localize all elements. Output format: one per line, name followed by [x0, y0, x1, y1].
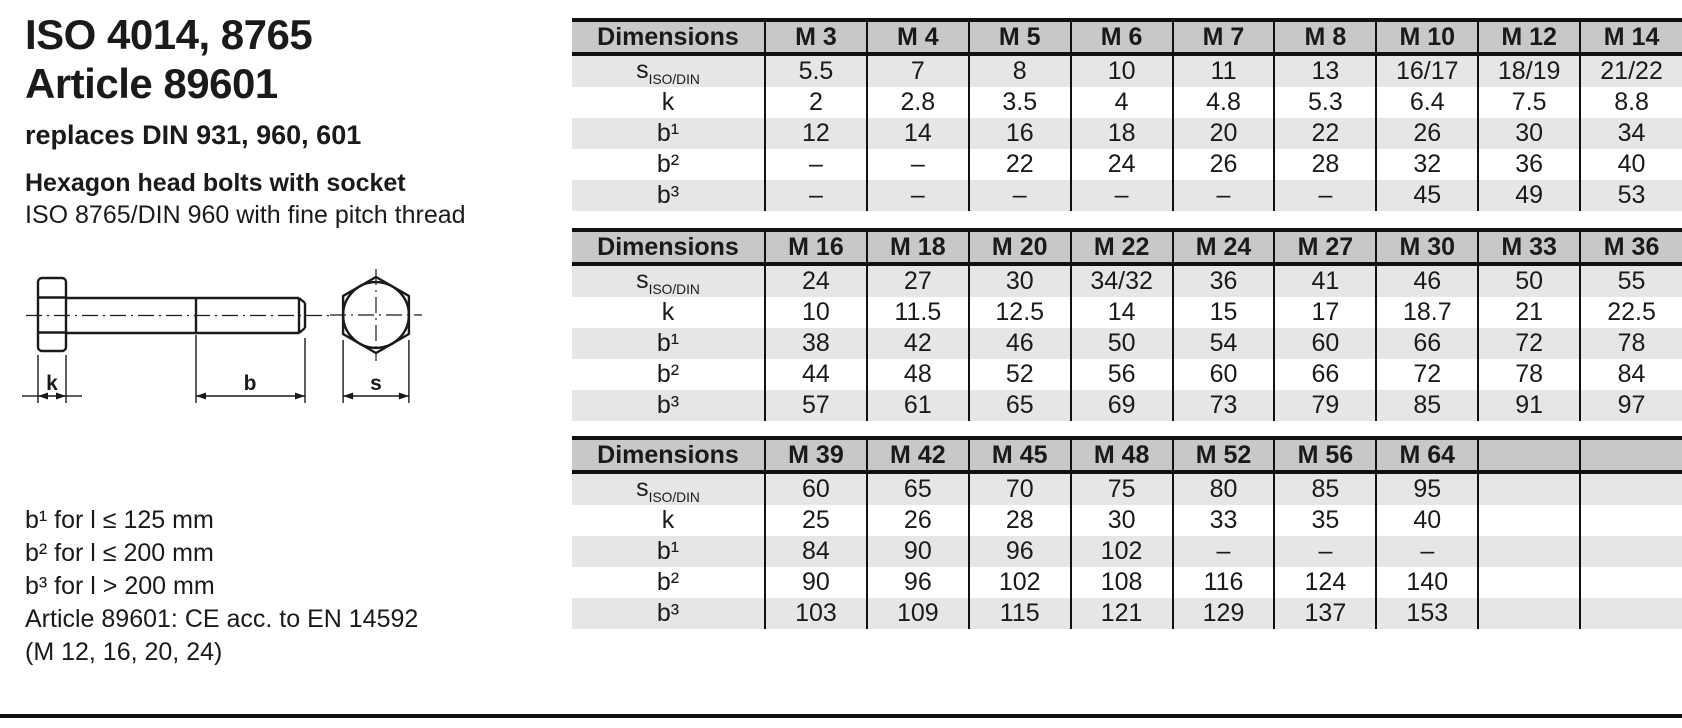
row-label: $s_{ISO/DIN}$: [636, 474, 700, 505]
value-cell: 50: [1071, 328, 1173, 359]
value-cell: 85: [1376, 390, 1478, 421]
col-header-m16: M 16: [765, 230, 867, 264]
value-cell: 8: [969, 54, 1071, 87]
value-cell: –: [1071, 180, 1173, 211]
value-cell: –: [969, 180, 1071, 211]
value-cell: 16/17: [1376, 54, 1478, 87]
col-header-dimensions: Dimensions: [572, 438, 765, 472]
value-cell: 44: [765, 359, 867, 390]
col-header-m12: M 12: [1478, 20, 1580, 54]
value-cell: 10: [1071, 54, 1173, 87]
footnote-b3: b³ for l > 200 mm: [25, 572, 215, 600]
row-label: b²: [656, 150, 680, 178]
value-cell: 140: [1376, 567, 1478, 598]
value-cell: 84: [765, 536, 867, 567]
title-line-1: ISO 4014, 8765: [25, 11, 313, 58]
value-cell: 60: [1173, 359, 1275, 390]
value-cell: 17: [1274, 297, 1376, 328]
value-cell: 121: [1071, 598, 1173, 629]
table-row: [572, 118, 1682, 149]
product-subtitle: ISO 8765/DIN 960 with fine pitch thread: [25, 201, 466, 229]
col-header-m52: M 52: [1173, 438, 1275, 472]
value-cell: 72: [1376, 359, 1478, 390]
value-cell: 115: [969, 598, 1071, 629]
value-cell: [1580, 598, 1682, 629]
value-cell: –: [867, 149, 969, 180]
col-header-m14: M 14: [1580, 20, 1682, 54]
value-cell: 11.5: [867, 297, 969, 328]
value-cell: 5.3: [1274, 87, 1376, 118]
col-header-m56: M 56: [1274, 438, 1376, 472]
col-header-m6: M 6: [1071, 20, 1173, 54]
value-cell: 103: [765, 598, 867, 629]
value-cell: 7.5: [1478, 87, 1580, 118]
table-row: [572, 536, 1682, 567]
value-cell: 34/32: [1071, 264, 1173, 297]
value-cell: 53: [1580, 180, 1682, 211]
value-cell: 153: [1376, 598, 1478, 629]
table-row: [572, 328, 1682, 359]
value-cell: 116: [1173, 567, 1275, 598]
value-cell: 41: [1274, 264, 1376, 297]
value-cell: 26: [867, 505, 969, 536]
value-cell: 79: [1274, 390, 1376, 421]
col-header-m27: M 27: [1274, 230, 1376, 264]
value-cell: 10: [765, 297, 867, 328]
value-cell: 102: [1071, 536, 1173, 567]
row-label: k: [661, 88, 675, 116]
col-header-m10: M 10: [1376, 20, 1478, 54]
value-cell: 49: [1478, 180, 1580, 211]
bottom-rule: [0, 714, 1682, 718]
value-cell: 75: [1071, 472, 1173, 505]
table-row: [572, 505, 1682, 536]
col-header-m64: M 64: [1376, 438, 1478, 472]
value-cell: 65: [867, 472, 969, 505]
value-cell: 60: [765, 472, 867, 505]
col-header-m42: M 42: [867, 438, 969, 472]
value-cell: 80: [1173, 472, 1275, 505]
footnotes: [25, 504, 418, 669]
value-cell: [1580, 536, 1682, 567]
value-cell: 137: [1274, 598, 1376, 629]
dim-label-k: k: [46, 372, 58, 395]
table-row: [572, 297, 1682, 328]
value-cell: 96: [867, 567, 969, 598]
dimensions-table-m3-m14: [572, 18, 1682, 211]
value-cell: 90: [765, 567, 867, 598]
value-cell: 56: [1071, 359, 1173, 390]
value-cell: 50: [1478, 264, 1580, 297]
value-cell: 45: [1376, 180, 1478, 211]
value-cell: 46: [969, 328, 1071, 359]
value-cell: 27: [867, 264, 969, 297]
row-label: $s_{ISO/DIN}$: [636, 266, 700, 297]
value-cell: [1580, 505, 1682, 536]
value-cell: 22: [969, 149, 1071, 180]
table-row: [572, 359, 1682, 390]
value-cell: 28: [1274, 149, 1376, 180]
value-cell: 66: [1376, 328, 1478, 359]
value-cell: 38: [765, 328, 867, 359]
value-cell: 24: [765, 264, 867, 297]
value-cell: 4.8: [1173, 87, 1275, 118]
row-label: k: [661, 298, 675, 326]
dim-label-s: s: [370, 372, 382, 395]
value-cell: 26: [1173, 149, 1275, 180]
value-cell: 73: [1173, 390, 1275, 421]
value-cell: 2.8: [867, 87, 969, 118]
table-row: [572, 567, 1682, 598]
value-cell: 30: [1478, 118, 1580, 149]
table-row: [572, 54, 1682, 87]
col-header-m30: M 30: [1376, 230, 1478, 264]
row-label: b¹: [656, 329, 680, 357]
value-cell: 6.4: [1376, 87, 1478, 118]
dimensions-table-m39-m64: [572, 436, 1682, 629]
value-cell: [1478, 536, 1580, 567]
value-cell: –: [867, 180, 969, 211]
value-cell: 108: [1071, 567, 1173, 598]
dim-label-b: b: [243, 372, 257, 395]
row-label: b³: [656, 181, 680, 209]
value-cell: 96: [969, 536, 1071, 567]
value-cell: 72: [1478, 328, 1580, 359]
col-header-m20: M 20: [969, 230, 1071, 264]
value-cell: 21/22: [1580, 54, 1682, 87]
col-header-m8: M 8: [1274, 20, 1376, 54]
value-cell: 8.8: [1580, 87, 1682, 118]
value-cell: 15: [1173, 297, 1275, 328]
dimensions-table-m16-m36: [572, 228, 1682, 421]
footnote-b1: b¹ for l ≤ 125 mm: [25, 506, 214, 534]
value-cell: 3.5: [969, 87, 1071, 118]
value-cell: 57: [765, 390, 867, 421]
value-cell: 46: [1376, 264, 1478, 297]
value-cell: 34: [1580, 118, 1682, 149]
col-header-m18: M 18: [867, 230, 969, 264]
value-cell: 14: [867, 118, 969, 149]
value-cell: 124: [1274, 567, 1376, 598]
value-cell: –: [765, 180, 867, 211]
row-label: $s_{ISO/DIN}$: [636, 56, 700, 87]
value-cell: 36: [1173, 264, 1275, 297]
value-cell: 78: [1580, 328, 1682, 359]
table-row: [572, 264, 1682, 297]
value-cell: 21: [1478, 297, 1580, 328]
col-header-empty: [1580, 438, 1682, 472]
value-cell: 12: [765, 118, 867, 149]
value-cell: 78: [1478, 359, 1580, 390]
value-cell: –: [1173, 180, 1275, 211]
value-cell: 61: [867, 390, 969, 421]
value-cell: 40: [1376, 505, 1478, 536]
value-cell: 14: [1071, 297, 1173, 328]
title-line-2: Article 89601: [25, 60, 278, 107]
value-cell: 70: [969, 472, 1071, 505]
row-label: b¹: [656, 119, 680, 147]
value-cell: 7: [867, 54, 969, 87]
value-cell: [1478, 472, 1580, 505]
row-label: b³: [656, 391, 680, 419]
value-cell: 22.5: [1580, 297, 1682, 328]
row-label: b²: [656, 360, 680, 388]
value-cell: 25: [765, 505, 867, 536]
value-cell: –: [1274, 180, 1376, 211]
value-cell: 36: [1478, 149, 1580, 180]
value-cell: [1478, 505, 1580, 536]
value-cell: 18.7: [1376, 297, 1478, 328]
value-cell: 2: [765, 87, 867, 118]
value-cell: 69: [1071, 390, 1173, 421]
col-header-m5: M 5: [969, 20, 1071, 54]
value-cell: 48: [867, 359, 969, 390]
col-header-dimensions: Dimensions: [572, 20, 765, 54]
value-cell: –: [1376, 536, 1478, 567]
col-header-m24: M 24: [1173, 230, 1275, 264]
row-label: k: [661, 506, 675, 534]
table-row: [572, 149, 1682, 180]
value-cell: 55: [1580, 264, 1682, 297]
replaces-note: replaces DIN 931, 960, 601: [25, 120, 362, 150]
col-header-m4: M 4: [867, 20, 969, 54]
value-cell: 4: [1071, 87, 1173, 118]
row-label: b²: [656, 568, 680, 596]
value-cell: 42: [867, 328, 969, 359]
value-cell: 16: [969, 118, 1071, 149]
value-cell: 52: [969, 359, 1071, 390]
value-cell: 5.5: [765, 54, 867, 87]
value-cell: 109: [867, 598, 969, 629]
value-cell: 60: [1274, 328, 1376, 359]
col-header-empty: [1478, 438, 1580, 472]
col-header-m48: M 48: [1071, 438, 1173, 472]
col-header-m7: M 7: [1173, 20, 1275, 54]
value-cell: 11: [1173, 54, 1275, 87]
value-cell: 18/19: [1478, 54, 1580, 87]
value-cell: 65: [969, 390, 1071, 421]
value-cell: 12.5: [969, 297, 1071, 328]
col-header-dimensions: Dimensions: [572, 230, 765, 264]
value-cell: [1580, 567, 1682, 598]
col-header-m3: M 3: [765, 20, 867, 54]
value-cell: 33: [1173, 505, 1275, 536]
value-cell: 90: [867, 536, 969, 567]
value-cell: 20: [1173, 118, 1275, 149]
footnote-b2: b² for l ≤ 200 mm: [25, 539, 214, 567]
table-row: [572, 180, 1682, 211]
col-header-m36: M 36: [1580, 230, 1682, 264]
value-cell: 35: [1274, 505, 1376, 536]
value-cell: 91: [1478, 390, 1580, 421]
header-row: [572, 230, 1682, 264]
table-row: [572, 87, 1682, 118]
value-cell: 24: [1071, 149, 1173, 180]
value-cell: [1580, 472, 1682, 505]
footnote-ce: Article 89601: CE acc. to EN 14592: [25, 605, 419, 633]
table-row: [572, 598, 1682, 629]
header-row: [572, 438, 1682, 472]
value-cell: 18: [1071, 118, 1173, 149]
value-cell: 66: [1274, 359, 1376, 390]
col-header-m39: M 39: [765, 438, 867, 472]
table-row: [572, 472, 1682, 505]
value-cell: [1478, 598, 1580, 629]
value-cell: 30: [1071, 505, 1173, 536]
value-cell: –: [1274, 536, 1376, 567]
value-cell: 129: [1173, 598, 1275, 629]
value-cell: 26: [1376, 118, 1478, 149]
value-cell: –: [765, 149, 867, 180]
value-cell: 102: [969, 567, 1071, 598]
value-cell: 30: [969, 264, 1071, 297]
value-cell: 97: [1580, 390, 1682, 421]
footnote-ce-sizes: (M 12, 16, 20, 24): [25, 638, 223, 666]
header-row: [572, 20, 1682, 54]
value-cell: 85: [1274, 472, 1376, 505]
row-label: b³: [656, 599, 680, 627]
col-header-m45: M 45: [969, 438, 1071, 472]
value-cell: –: [1173, 536, 1275, 567]
col-header-m22: M 22: [1071, 230, 1173, 264]
value-cell: 28: [969, 505, 1071, 536]
value-cell: 95: [1376, 472, 1478, 505]
col-header-m33: M 33: [1478, 230, 1580, 264]
value-cell: 84: [1580, 359, 1682, 390]
bolt-technical-drawing: [18, 250, 443, 415]
bolt-head-side: [38, 278, 66, 351]
value-cell: 13: [1274, 54, 1376, 87]
row-label: b¹: [656, 537, 680, 565]
value-cell: 40: [1580, 149, 1682, 180]
value-cell: [1478, 567, 1580, 598]
page-title: [25, 10, 312, 108]
value-cell: 22: [1274, 118, 1376, 149]
product-name: Hexagon head bolts with socket: [25, 169, 406, 197]
value-cell: 54: [1173, 328, 1275, 359]
value-cell: 32: [1376, 149, 1478, 180]
table-row: [572, 390, 1682, 421]
